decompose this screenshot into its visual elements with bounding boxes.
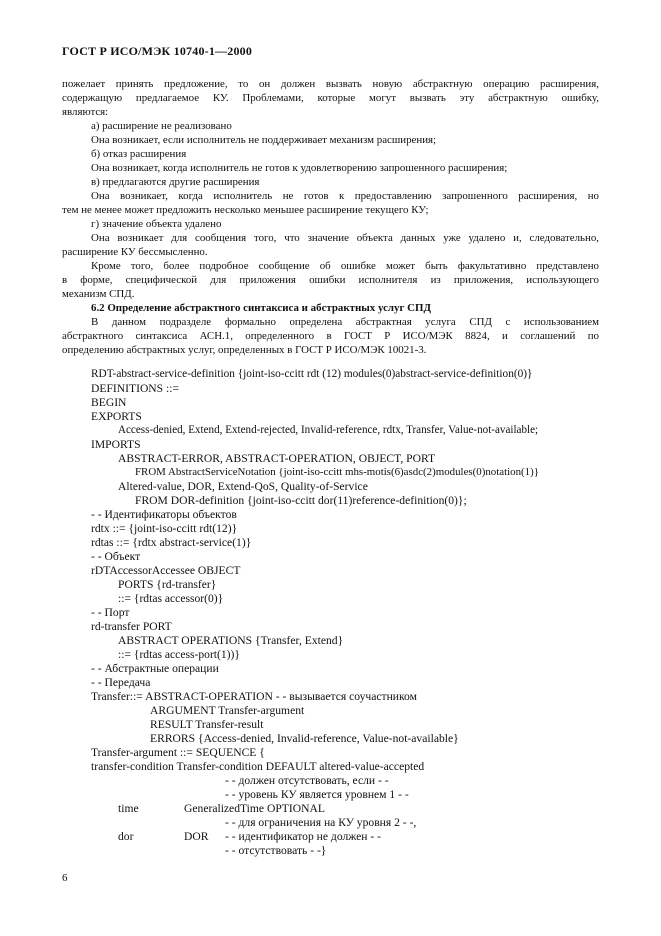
comment-line: - - Абстрактные операции <box>91 662 219 675</box>
code-line: Transfer::= ABSTRACT-OPERATION - - вызывается соучастником <box>91 690 417 703</box>
code-line: rDTAccessorAccessee OBJECT <box>91 564 241 577</box>
problem-desc-b: Она возникает, когда исполнитель не готов к удовлетворению запрошенного расширения; <box>91 162 508 174</box>
code-line: FROM AbstractServiceNotation {joint-iso-ccitt mhs-motis(6)asdc(2)modules(0)notation(1)} <box>135 466 539 478</box>
comment-line: - - для ограничения на КУ уровня 2 - -, <box>225 816 417 829</box>
comment-line: - - отсутствовать - -} <box>225 844 327 857</box>
code-line: RDT-abstract-service-definition {joint-iso-ccitt rdt (12) modules(0)abstract-service-definition(0)} <box>91 368 533 380</box>
comment-line: - - идентификатор не должен - - <box>225 830 381 843</box>
code-line: ::= {rdtas accessor(0)} <box>118 592 224 605</box>
comment-line: - - уровень КУ является уровнем 1 - - <box>225 788 409 801</box>
page-number: 6 <box>62 872 68 884</box>
intro-line-2: содержащую предлагаемое КУ. Проблемами, которые могут вызвать эту абстрактную ошибку, <box>62 92 599 104</box>
code-line: rdtas ::= {rdtx abstract-service(1)} <box>91 536 252 549</box>
code-line: Altered-value, DOR, Extend-QoS, Quality-of-Service <box>118 480 368 493</box>
code-line: transfer-condition Transfer-condition DEFAULT altered-value-accepted <box>91 760 425 773</box>
problem-desc-c-1: Она возникает, когда исполнитель не готов к предоставлению запрошенного расширения, но <box>91 190 599 202</box>
code-line: DEFINITIONS ::= <box>91 382 180 395</box>
comment-line: - - Передача <box>91 676 151 689</box>
problem-desc-d-1: Она возникает для сообщения того, что значение объекта данных уже удалено и, следовательно, <box>91 232 599 244</box>
code-line: ERRORS {Access-denied, Invalid-reference, Value-not-available} <box>150 732 459 745</box>
problem-desc-a: Она возникает, если исполнитель не поддерживает механизм расширения; <box>91 134 437 146</box>
code-line: RESULT Transfer-result <box>150 718 264 731</box>
comment-line: - - должен отсутствовать, если - - <box>225 774 389 787</box>
code-line: ABSTRACT OPERATIONS {Transfer, Extend} <box>118 634 344 647</box>
code-line: BEGIN <box>91 396 127 409</box>
problem-item-a: а) расширение не реализовано <box>91 120 232 132</box>
code-line: PORTS {rd-transfer} <box>118 578 217 591</box>
problem-item-d: г) значение объекта удалено <box>91 218 222 230</box>
section-heading: 6.2 Определение абстрактного синтаксиса и абстрактных услуг СПД <box>91 302 431 314</box>
code-line: ARGUMENT Transfer-argument <box>150 704 305 717</box>
section-text-3: определению абстрактных услуг, определенных в ГОСТ Р ИСО/МЭК 10021-3. <box>62 344 427 356</box>
code-line: ABSTRACT-ERROR, ABSTRACT-OPERATION, OBJECT, PORT <box>118 452 436 465</box>
problem-desc-d-2: расширение КУ бессмысленно. <box>62 246 208 258</box>
intro-line-3: являются: <box>62 106 109 118</box>
code-line: FROM DOR-definition {joint-iso-ccitt dor(11)reference-definition(0)}; <box>135 494 467 507</box>
note-line-2: в форме, специфической для приложения ошибки исполнителя из приложения, использующего <box>62 274 599 286</box>
page-header: ГОСТ Р ИСО/МЭК 10740-1—2000 <box>62 44 253 58</box>
code-line: Access-denied, Extend, Extend-rejected, Invalid-reference, rdtx, Transfer, Value-not-available; <box>118 424 539 436</box>
code-line: IMPORTS <box>91 438 141 451</box>
code-line: Transfer-argument ::= SEQUENCE { <box>91 746 265 759</box>
comment-line: - - Объект <box>91 550 141 563</box>
comment-line: - - Порт <box>91 606 130 619</box>
note-line-3: механизм СПД. <box>62 288 135 300</box>
code-field-name: dor <box>118 830 134 843</box>
section-text-1: В данном подразделе формально определена абстрактная услуга СПД с использованием <box>91 316 599 328</box>
code-field-type: DOR <box>184 830 209 843</box>
problem-item-b: б) отказ расширения <box>91 148 187 160</box>
code-line: EXPORTS <box>91 410 142 423</box>
code-line: rdtx ::= {joint-iso-ccitt rdt(12)} <box>91 522 238 535</box>
code-field-name: time <box>118 802 139 815</box>
intro-line-1: пожелает принять предложение, то он должен вызвать новую абстрактную операцию расширения, <box>62 78 599 90</box>
code-line: ::= {rdtas access-port(1))} <box>118 648 240 661</box>
code-line: rd-transfer PORT <box>91 620 172 633</box>
code-field-type: GeneralizedTime OPTIONAL <box>184 802 325 815</box>
comment-line: - - Идентификаторы объектов <box>91 508 237 521</box>
section-text-2: абстрактного синтаксиса АСН.1, определенного в ГОСТ Р ИСО/МЭК 8824, и соглашений по <box>62 330 599 342</box>
note-line-1: Кроме того, более подробное сообщение об ошибке может быть факультативно представлено <box>91 260 599 272</box>
problem-item-c: в) предлагаются другие расширения <box>91 176 260 188</box>
problem-desc-c-2: тем не менее может предложить несколько меньшее расширение текущего КУ; <box>62 204 429 216</box>
